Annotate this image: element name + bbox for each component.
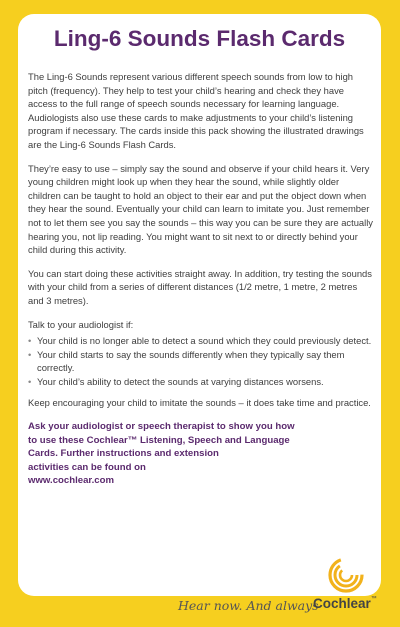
flash-card-panel [18,14,381,596]
brand-name: Cochlear [313,596,371,611]
call-to-action [28,420,373,488]
page-title: Ling-6 Sounds Flash Cards [53,26,346,51]
cta-line: to use these Cochlear™ Listening, Speech and Language [28,434,290,446]
cta-line: activities can be found on [28,461,146,473]
usage-paragraph: They’re easy to use – simply say the sound and observe if your child hears it. Very young children might look up when they hear the sound, while slightly older children can be taught to hold an object to their ear and put the object down when they hear the sound. Eventually your child can learn to imitate you. Just remember not to let them see you say the sounds – this way you can be sure they are actually hearing you, not lip reading. You might want to sit next to or directly behind your child during this activity. [28,162,373,256]
website-link[interactable]: www.cochlear.com [28,475,115,487]
cochlear-swirl-logo-icon [322,554,368,594]
intro-paragraph: The Ling-6 Sounds represent various different speech sounds from low to high pitch (frequency). They help to test your child’s hearing and check they have access to the full range of speech sounds necessary for learning language. Audiologists also use these cards to make adjustments to your child’s listening program if necessary. The cards inside this pack showing the illustrated drawings are the Ling-6 Sounds Flash Cards. [28,71,364,150]
distances-paragraph: You can start doing these activities straight away. In addition, try testing the sounds with your child from a series of different distances (1/2 metre, 1 metre, 2 metres and 3 metres). [28,267,372,306]
closing-paragraph: Keep encouraging your child to imitate the sounds – it does take time and practice. [28,397,371,409]
body-content [28,70,373,488]
cta-line: Cards. Further instructions and extension [28,448,219,460]
audiologist-reasons-list [28,334,373,388]
trademark-mark: ™ [370,596,377,602]
brand-logo [313,596,377,611]
list-item: • Your child starts to say the sounds differently when they typically say them correctly. [28,348,373,375]
tagline: Hear now. And always [178,598,319,613]
cta-line: Ask your audiologist or speech therapist to show you how [28,421,295,433]
list-item: • Your child’s ability to detect the sounds at varying distances worsens. [28,375,373,389]
audiologist-intro: Talk to your audiologist if: [28,318,134,330]
list-item: • Your child is no longer able to detect a sound which they could previously detect. [28,334,373,348]
